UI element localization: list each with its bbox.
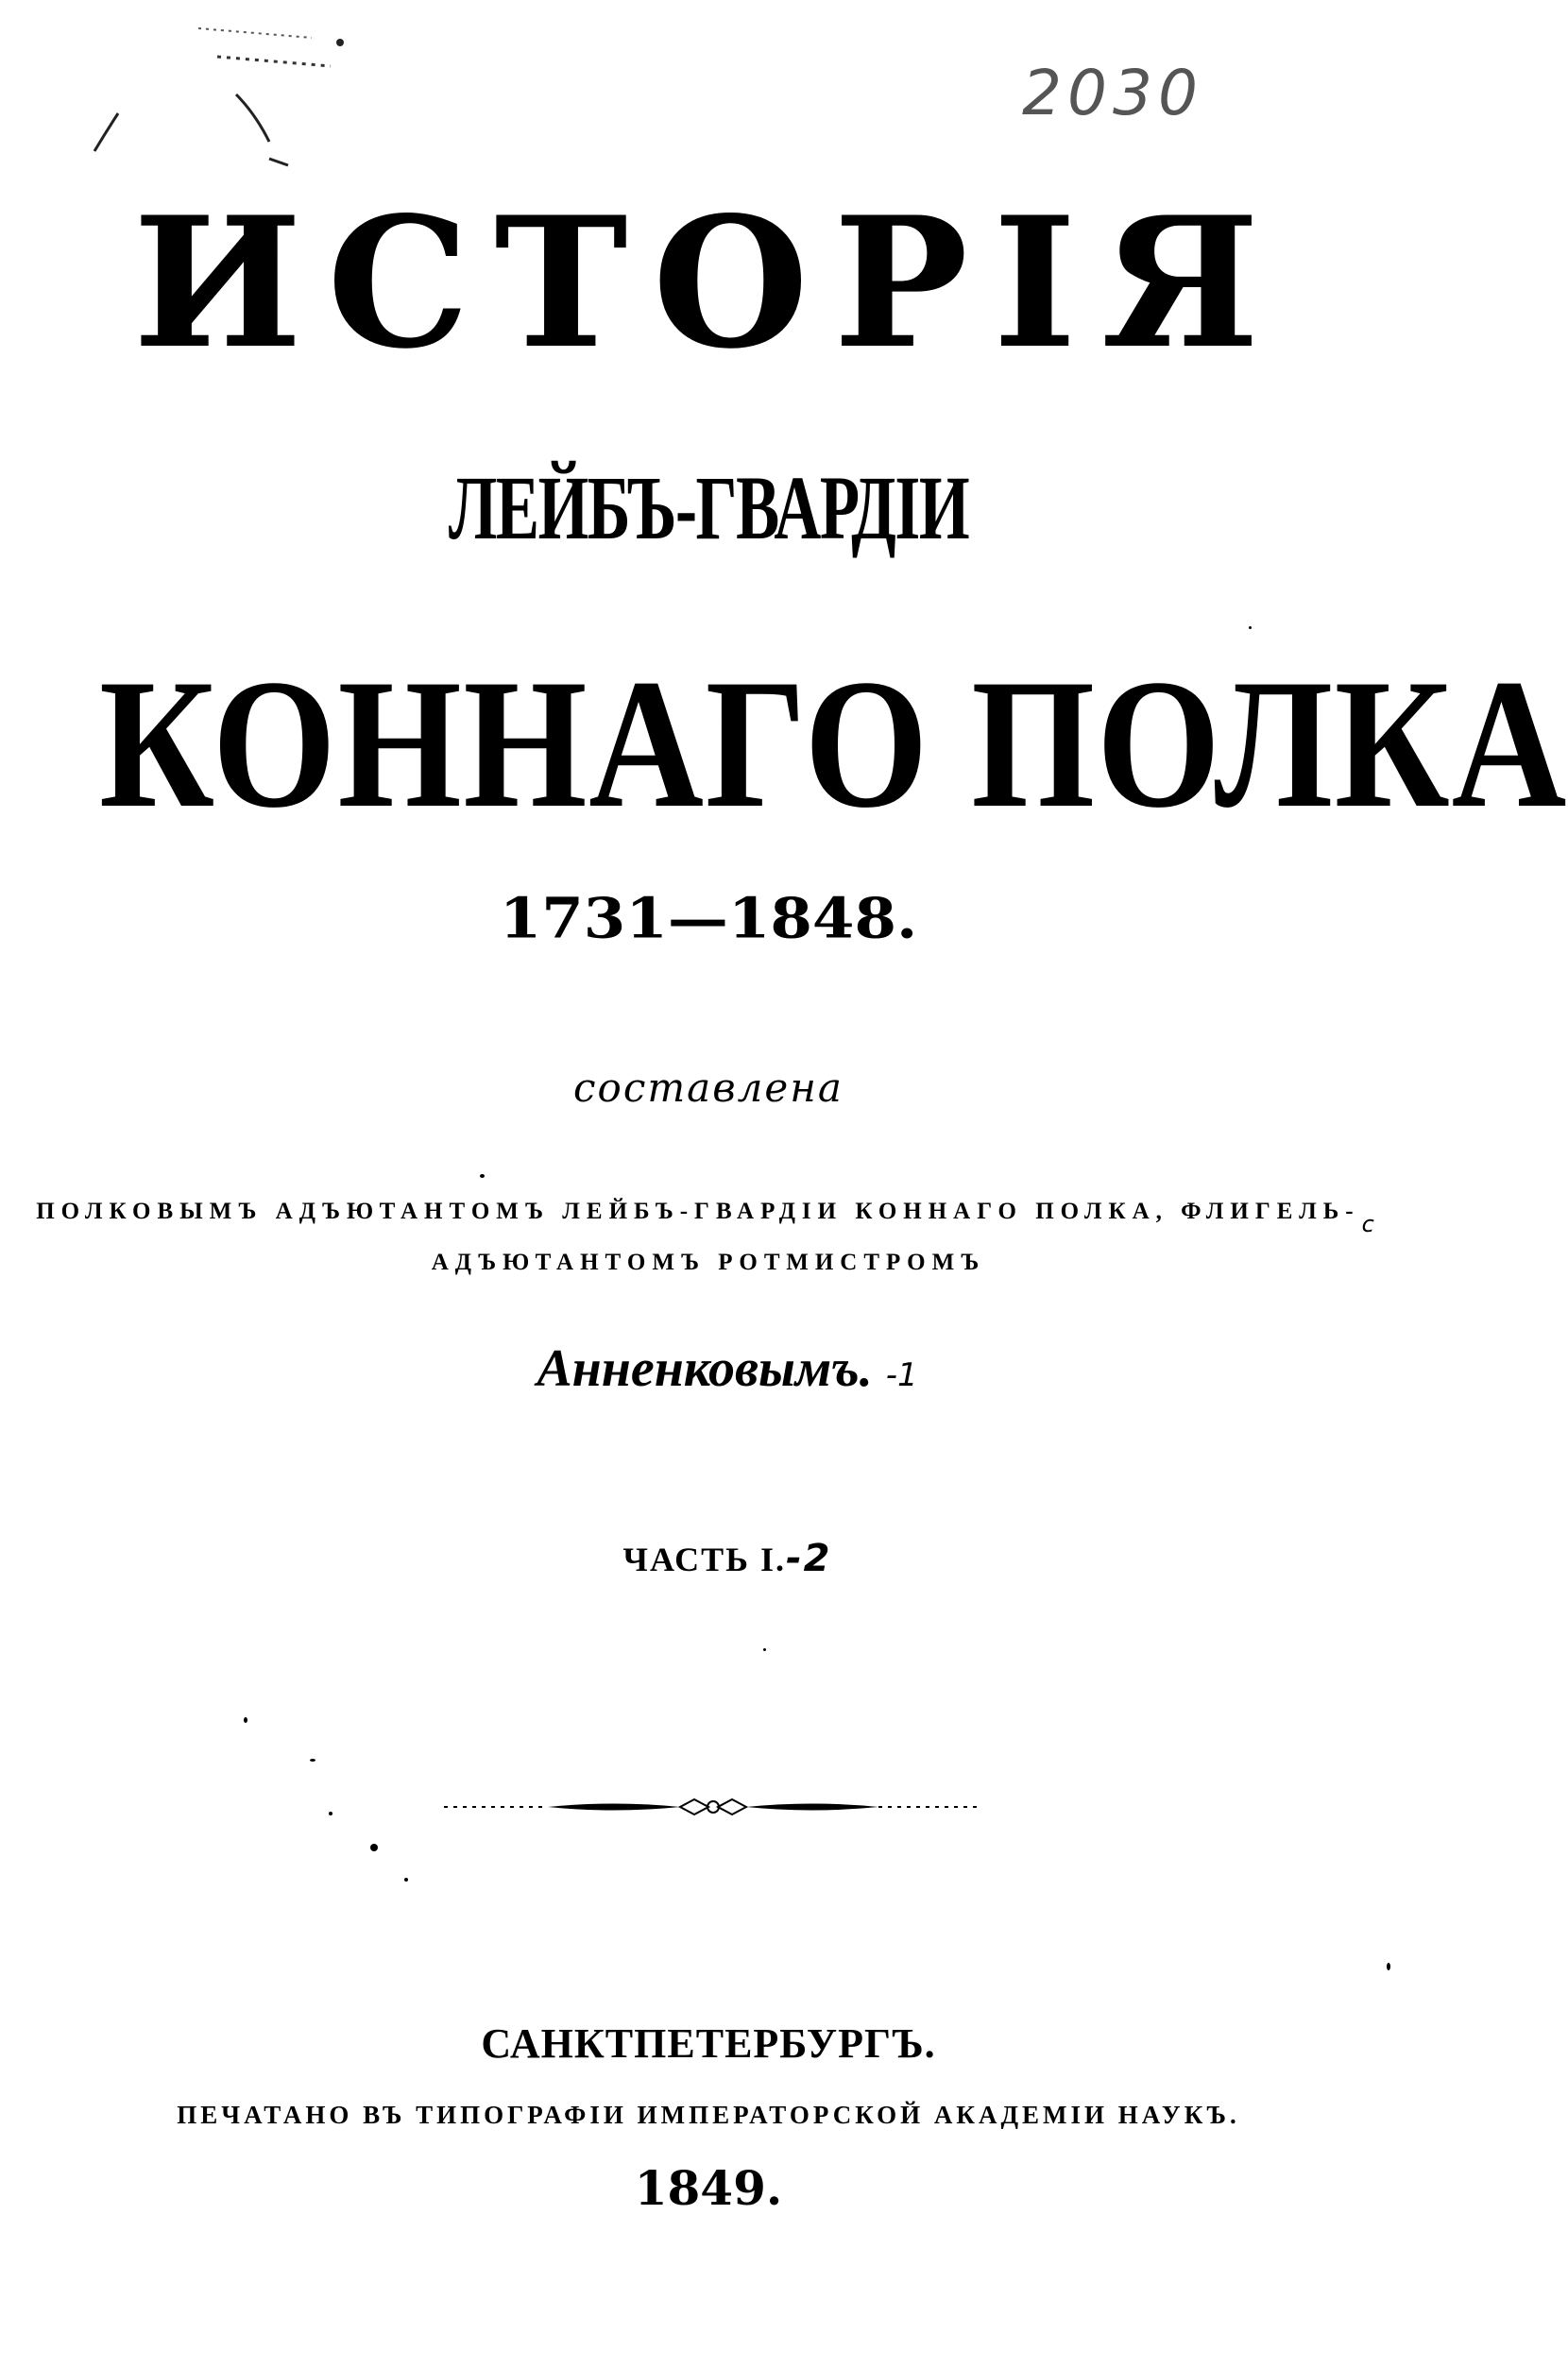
scan-speck	[480, 1174, 485, 1178]
scan-speck	[310, 1759, 315, 1762]
author-name: Анненковымъ.	[537, 1339, 873, 1398]
part-label: ЧАСТЬ I.	[622, 1541, 786, 1578]
title-word: ИСТОРІЯ	[132, 178, 1285, 388]
scan-speck	[1249, 626, 1252, 629]
scan-speck	[370, 1844, 378, 1851]
scan-speck	[763, 1648, 766, 1651]
handwritten-corner-marks	[0, 0, 378, 189]
handwritten-shelfmark: 2030	[1022, 57, 1203, 129]
author-description-text: ПОЛКОВЫМЪ АДЪЮТАНТОМЪ ЛЕЙБЪ-ГВАРДІИ КОННАГО ПОЛКА, ФЛИГЕЛЬ-	[36, 1199, 1360, 1224]
author-description-line-2: АДЪЮТАНТОМЪ РОТМИСТРОМЪ	[431, 1250, 986, 1275]
scan-speck	[1387, 1963, 1390, 1970]
part-line	[0, 1538, 1436, 1580]
imprint-city: САНКТПЕТЕРБУРГЪ.	[481, 2020, 936, 2067]
title-main: КОННАГО ПОЛКА	[99, 641, 1568, 846]
imprint-printer: ПЕЧАТАНО ВЪ ТИПОГРАФІИ ИМПЕРАТОРСКОЙ АКАДЕМІИ НАУКЪ.	[177, 2101, 1240, 2129]
composed-by: составлена	[573, 1065, 844, 1111]
scan-speck	[244, 1717, 247, 1723]
title-subtitle: ЛЕЙБЪ-ГВАРДІИ	[448, 457, 969, 558]
handwritten-author-mark: -1	[885, 1356, 918, 1394]
scan-speck	[329, 1812, 332, 1815]
scan-speck	[404, 1878, 408, 1882]
imprint-year: 1849.	[634, 2160, 783, 2216]
handwritten-part-number: -2	[786, 1537, 832, 1580]
author-description-line-1	[0, 1198, 1417, 1238]
handwritten-hyphen-mark: с	[1361, 1211, 1381, 1237]
title-years: 1731—1848.	[499, 886, 918, 952]
ornamental-rule	[444, 1793, 982, 1821]
author-name-line	[0, 1339, 1436, 1405]
